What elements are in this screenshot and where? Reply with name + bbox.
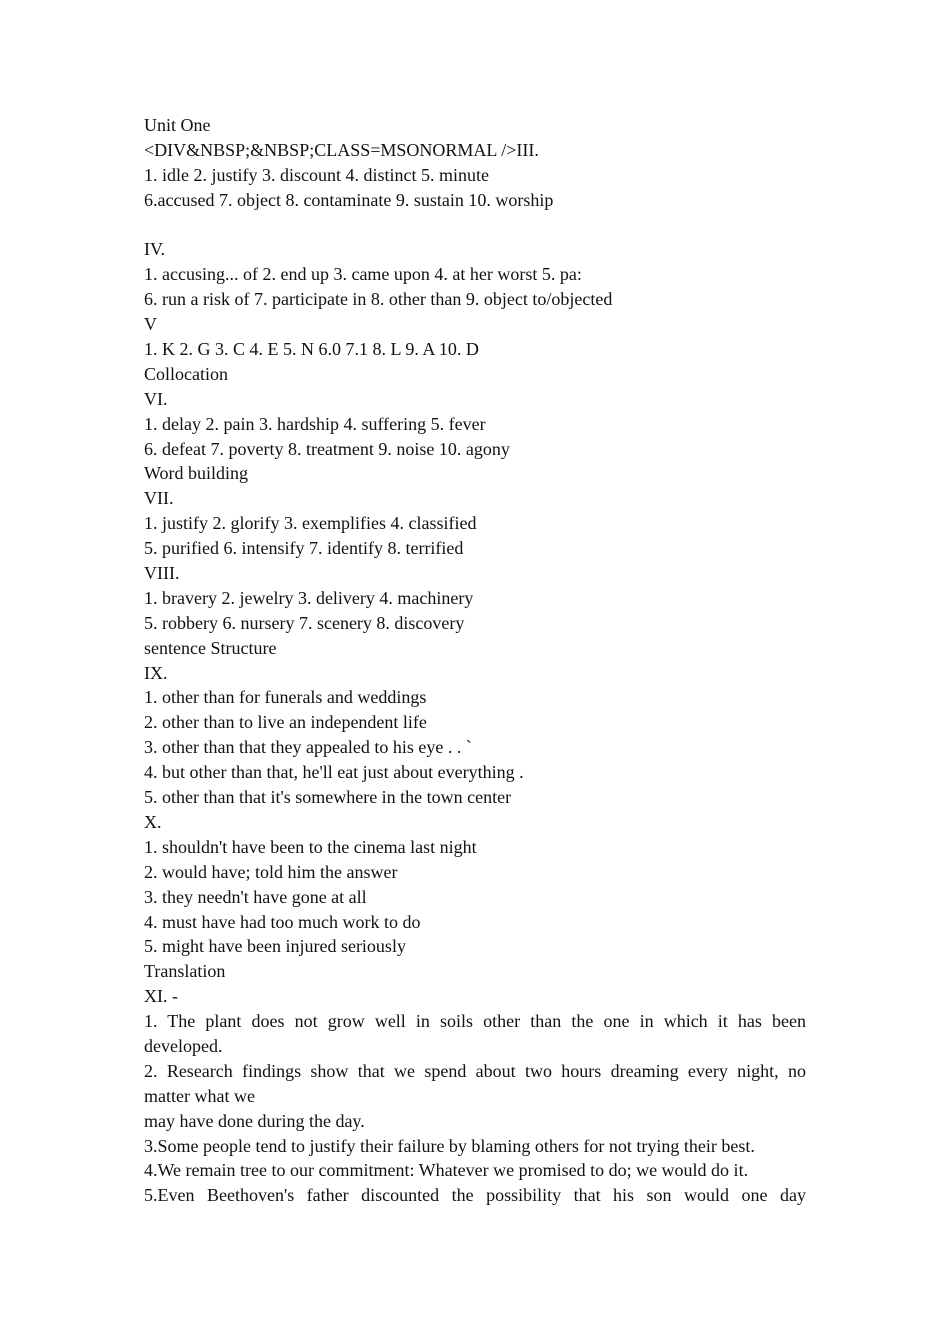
section-heading: V [144, 314, 157, 335]
text-line: 1. other than for funerals and weddings [144, 687, 427, 708]
text-line: may have done during the day. [144, 1110, 365, 1131]
section-heading: VI. [144, 388, 168, 409]
text-line: 1. accusing... of 2. end up 3. came upon 4. at her worst 5. pa: [144, 264, 582, 285]
text-line: 4. but other than that, he'll eat just about everything . [144, 762, 524, 783]
text-line: 6. defeat 7. poverty 8. treatment 9. noise 10. agony [144, 438, 510, 459]
section-heading: Word building [144, 463, 249, 484]
text-line: 2. would have; told him the answer [144, 861, 398, 882]
text-line: 1. bravery 2. jewelry 3. delivery 4. machinery [144, 587, 474, 608]
text-line: matter what we [144, 1085, 255, 1106]
text-line: 4.We remain tree to our commitment: Whatever we promised to do; we would do it. [144, 1160, 749, 1181]
text-line: 3. other than that they appealed to his eye . . ` [144, 737, 472, 758]
section-heading: sentence Structure [144, 637, 277, 658]
section-heading: IX. [144, 662, 168, 683]
text-line: developed. [144, 1035, 223, 1056]
text-line: 3. they needn't have gone at all [144, 886, 367, 907]
text-line: 1. idle 2. justify 3. discount 4. distinct 5. minute [144, 164, 489, 185]
section-heading: IV. [144, 239, 166, 260]
text-line: 5. other than that it's somewhere in the town center [144, 787, 512, 808]
text-line: 1. shouldn't have been to the cinema last night [144, 836, 477, 857]
text-line: 1. K 2. G 3. C 4. E 5. N 6.0 7.1 8. L 9. A 10. D [144, 339, 479, 360]
text-line: 4. must have had too much work to do [144, 911, 421, 932]
text-line: 2. Research findings show that we spend about two hours dreaming every night, no [144, 1060, 806, 1081]
text-line: 6.accused 7. object 8. contaminate 9. sustain 10. worship [144, 189, 554, 210]
text-line: 6. run a risk of 7. participate in 8. other than 9. object to/objected [144, 289, 613, 310]
section-heading: Collocation [144, 363, 228, 384]
text-line: 3.Some people tend to justify their failure by blaming others for not trying their best. [144, 1135, 755, 1156]
text-line: 2. other than to live an independent life [144, 712, 427, 733]
text-line: 1. The plant does not grow well in soils other than the one in which it has been [144, 1011, 806, 1032]
text-line: 5. might have been injured seriously [144, 936, 406, 957]
section-heading: VIII. [144, 563, 180, 584]
text-line: 1. justify 2. glorify 3. exemplifies 4. classified [144, 513, 477, 534]
text-line: 5. purified 6. intensify 7. identify 8. terrified [144, 538, 464, 559]
section-heading: Translation [144, 961, 226, 982]
section-heading: X. [144, 811, 162, 832]
blank-line [144, 213, 806, 238]
section-heading: XI. - [144, 986, 178, 1007]
text-line: 5.Even Beethoven's father discounted the possibility that his son would one day [144, 1185, 806, 1206]
text-line: 5. robbery 6. nursery 7. scenery 8. discovery [144, 612, 465, 633]
section-heading: Unit One [144, 115, 211, 135]
section-heading: <DIV&NBSP;&NBSP;CLASS=MSONORMAL />III. [144, 139, 539, 160]
document-page [144, 113, 806, 1208]
section-heading: VII. [144, 488, 174, 509]
text-line: 1. delay 2. pain 3. hardship 4. suffering 5. fever [144, 413, 486, 434]
